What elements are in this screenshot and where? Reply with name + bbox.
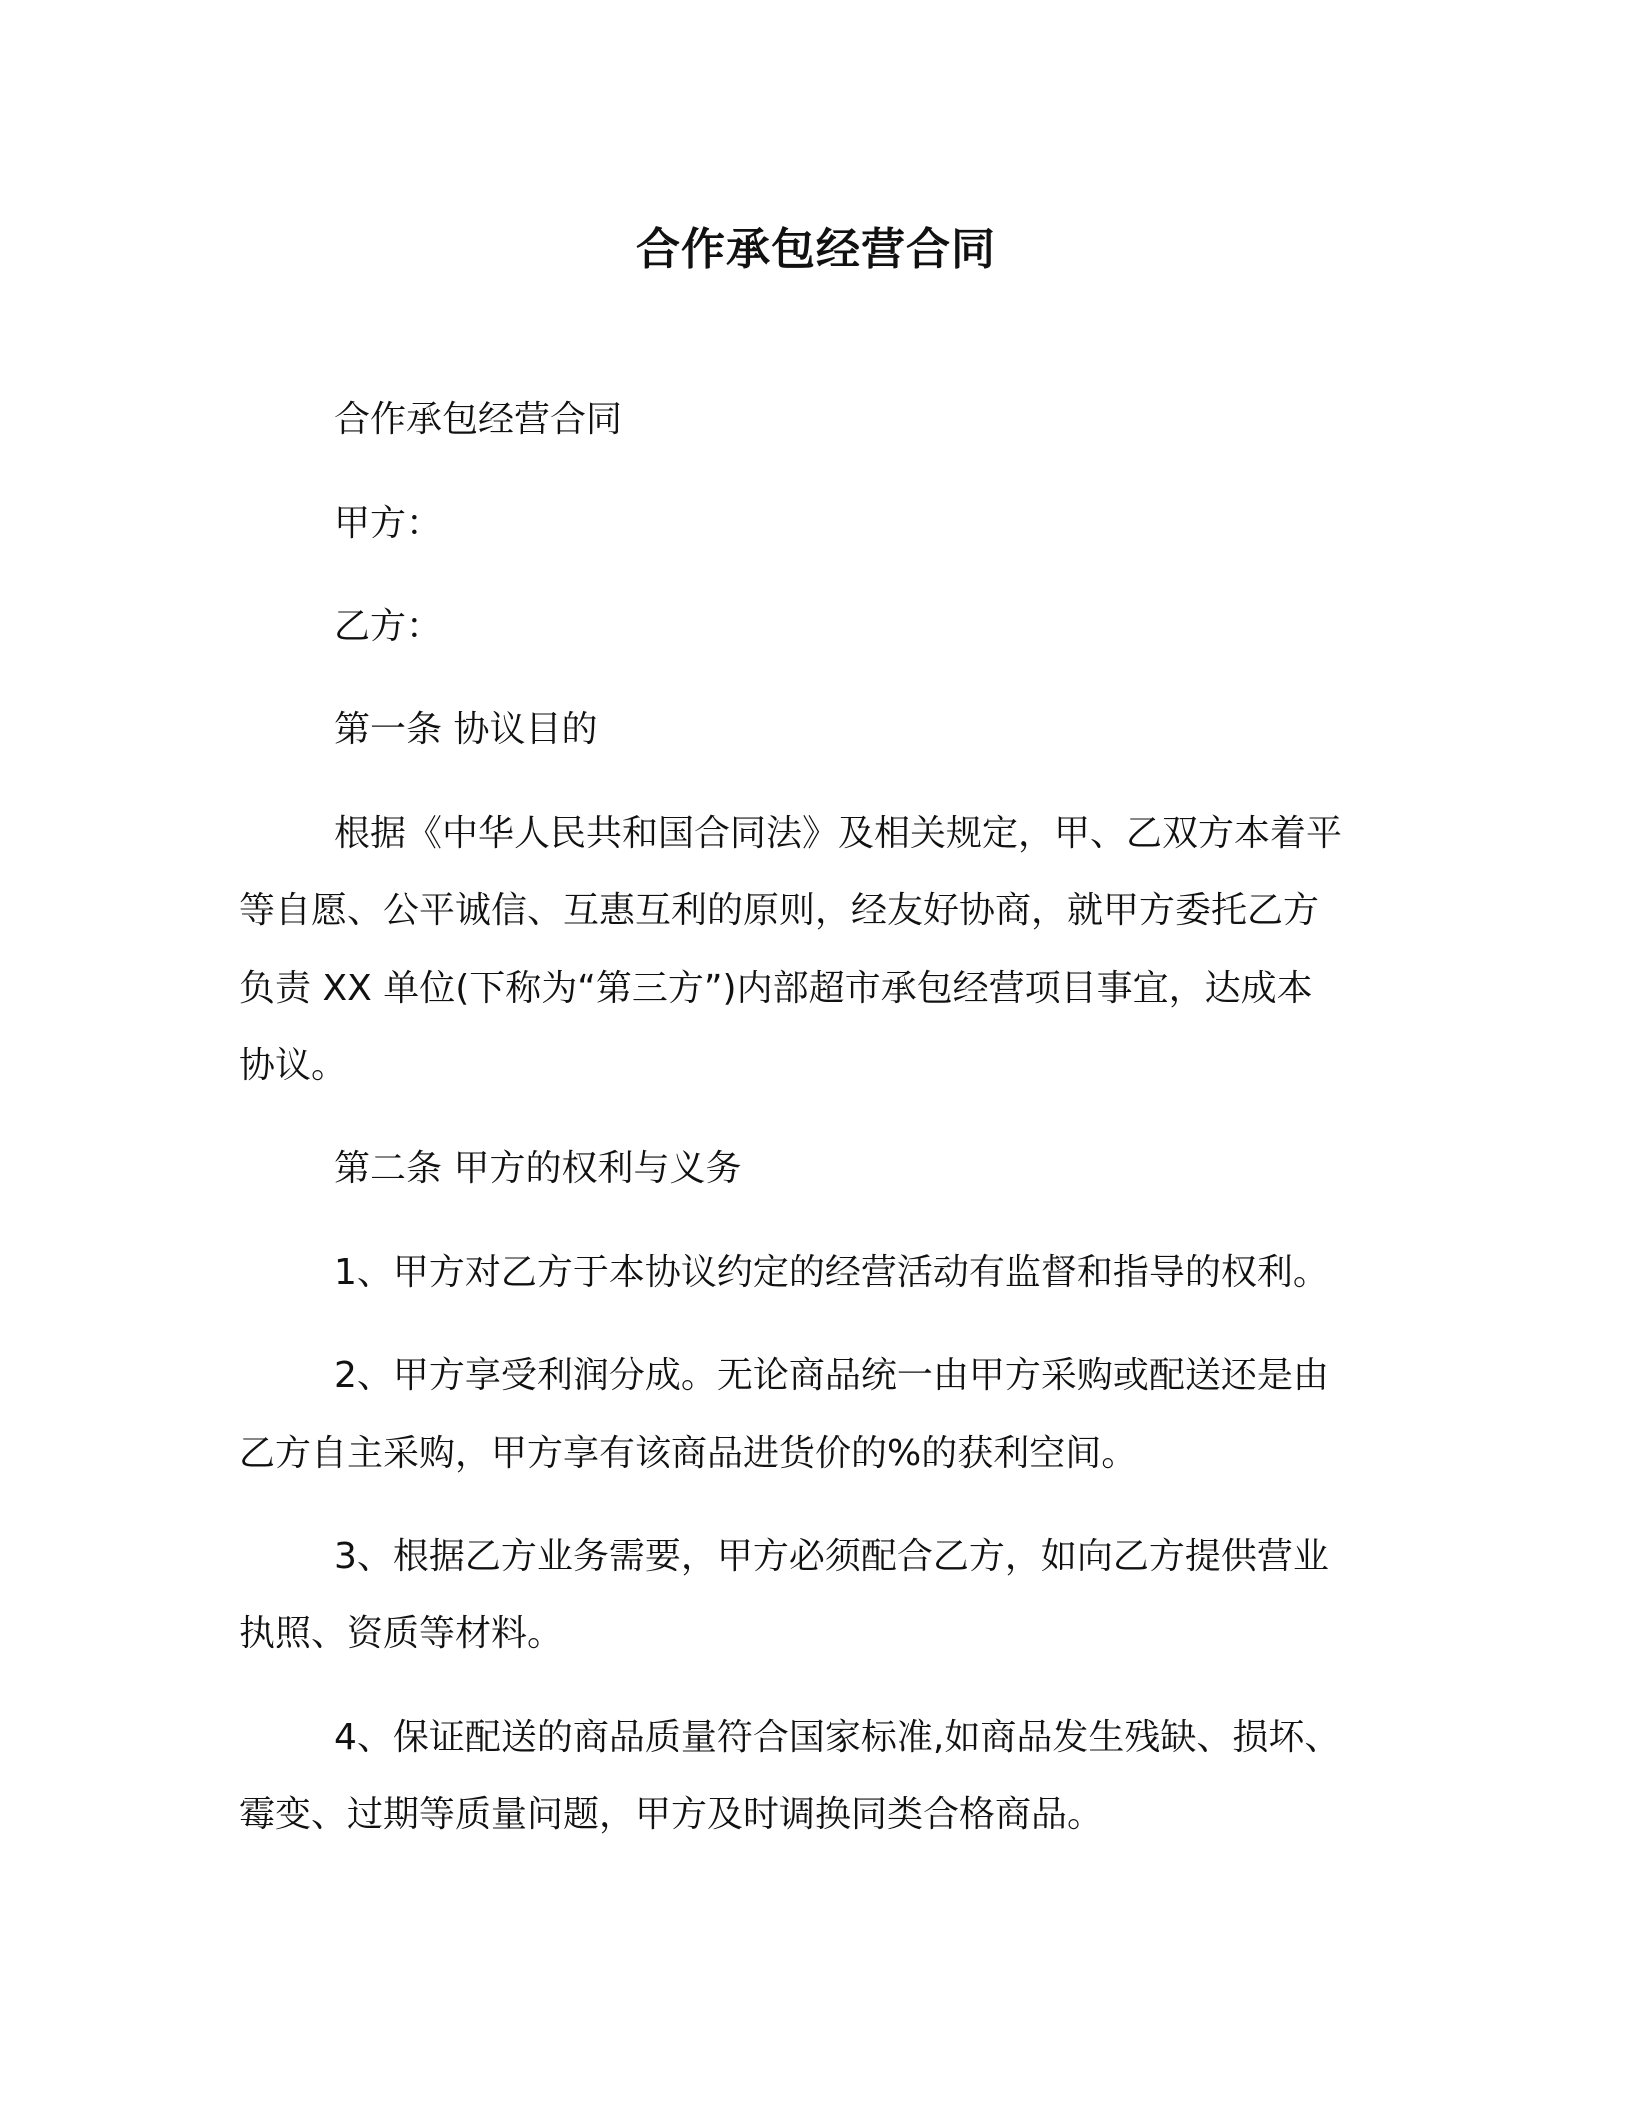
article-2-item-4-line-1: 4、保证配送的商品质量符合国家标准,如商品发生残缺、损坏、 — [334, 1717, 1341, 1758]
article-2-item-1-line-1: 1、甲方对乙方于本协议约定的经营活动有监督和指导的权利。 — [334, 1252, 1329, 1293]
article-2-heading: 第二条 甲方的权利与义务 — [334, 1148, 742, 1189]
article-2-item-4-line-2: 霉变、过期等质量问题，甲方及时调换同类合格商品。 — [239, 1794, 1104, 1835]
party-b-line: 乙方： — [334, 606, 443, 647]
contract-name-line: 合作承包经营合同 — [334, 399, 623, 440]
document-title: 合作承包经营合同 — [636, 224, 996, 275]
article-2-item-3-line-2: 执照、资质等材料。 — [239, 1613, 564, 1654]
article-1-line-2: 等自愿、公平诚信、互惠互利的原则，经友好协商，就甲方委托乙方 — [239, 890, 1320, 931]
article-1-heading: 第一条 协议目的 — [334, 709, 598, 750]
article-1-line-1: 根据《中华人民共和国合同法》及相关规定，甲、乙双方本着平 — [334, 813, 1343, 854]
article-2-item-3-line-1: 3、根据乙方业务需要，甲方必须配合乙方，如向乙方提供营业 — [334, 1536, 1329, 1577]
article-1-line-4: 协议。 — [239, 1045, 348, 1086]
article-2-item-2-line-2: 乙方自主采购，甲方享有该商品进货价的%的获利空间。 — [239, 1433, 1138, 1474]
article-1-line-3: 负责 XX 单位(下称为“第三方”)内部超市承包经营项目事宜，达成本 — [239, 968, 1313, 1009]
article-2-item-2-line-1: 2、甲方享受利润分成。无论商品统一由甲方采购或配送还是由 — [334, 1355, 1329, 1396]
party-a-line: 甲方： — [334, 503, 443, 544]
